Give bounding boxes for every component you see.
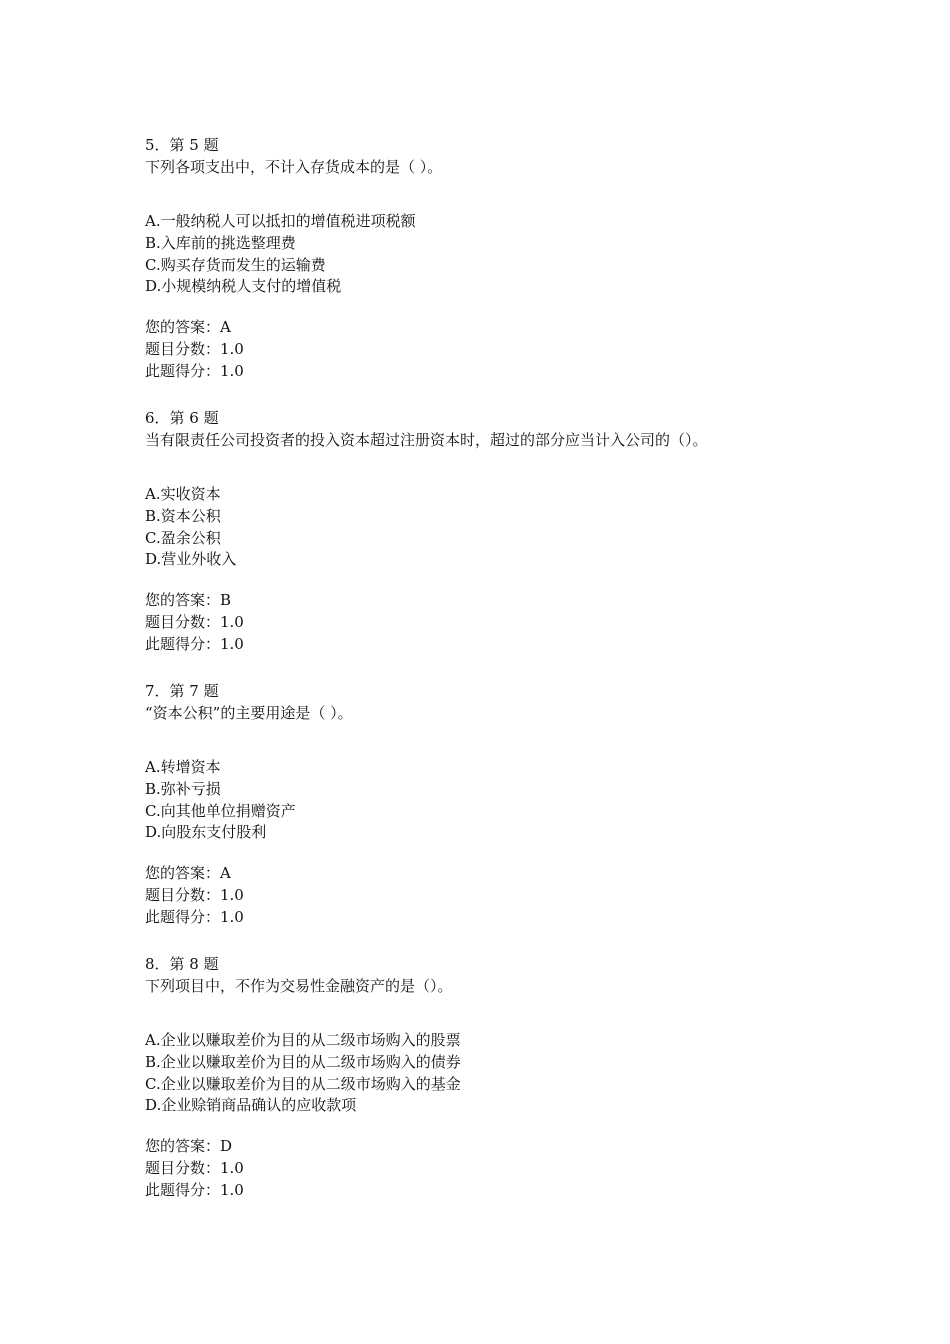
option-d: D.小规模纳税人支付的增值税 <box>145 277 342 296</box>
question-points: 题目分数：1.0 <box>145 1158 244 1177</box>
question-score: 此题得分：1.0 <box>145 907 244 926</box>
question-stem: “资本公积”的主要用途是（ ）。 <box>145 703 353 722</box>
question-heading: 6．第 6 题 <box>145 409 219 427</box>
question-points: 题目分数：1.0 <box>145 885 244 904</box>
question-stem: 下列项目中，不作为交易性金融资产的是（）。 <box>145 976 453 995</box>
question-stem: 当有限责任公司投资者的投入资本超过注册资本时，超过的部分应当计入公司的（）。 <box>145 430 708 449</box>
question-score: 此题得分：1.0 <box>145 361 244 380</box>
option-a: A.一般纳税人可以抵扣的增值税进项税额 <box>145 212 416 231</box>
question-stem: 下列各项支出中，不计入存货成本的是（ ）。 <box>145 157 443 176</box>
question-7 <box>145 681 905 928</box>
question-heading: 8．第 8 题 <box>145 955 219 973</box>
question-8 <box>145 954 905 1201</box>
option-a: A.企业以赚取差价为目的从二级市场购入的股票 <box>145 1031 461 1050</box>
your-answer: 您的答案：B <box>145 591 232 610</box>
question-points: 题目分数：1.0 <box>145 339 244 358</box>
option-d: D.向股东支付股利 <box>145 823 267 842</box>
your-answer: 您的答案：A <box>145 318 231 337</box>
option-a: A.实收资本 <box>145 485 221 504</box>
option-c: C.盈余公积 <box>145 528 221 547</box>
your-answer: 您的答案：A <box>145 864 231 883</box>
option-b: B.弥补亏损 <box>145 780 221 799</box>
option-c: C.企业以赚取差价为目的从二级市场购入的基金 <box>145 1074 461 1093</box>
question-points: 题目分数：1.0 <box>145 612 244 631</box>
option-b: B.资本公积 <box>145 507 221 526</box>
option-c: C.向其他单位捐赠资产 <box>145 801 296 820</box>
option-b: B.企业以赚取差价为目的从二级市场购入的债券 <box>145 1053 461 1072</box>
option-a: A.转增资本 <box>145 758 221 777</box>
option-d: D.营业外收入 <box>145 550 237 569</box>
question-score: 此题得分：1.0 <box>145 1180 244 1199</box>
your-answer: 您的答案：D <box>145 1137 233 1156</box>
option-c: C.购买存货而发生的运输费 <box>145 255 326 274</box>
question-score: 此题得分：1.0 <box>145 634 244 653</box>
question-6 <box>145 408 905 655</box>
question-heading: 5．第 5 题 <box>145 136 219 154</box>
option-b: B.入库前的挑选整理费 <box>145 234 296 253</box>
question-heading: 7．第 7 题 <box>145 682 219 700</box>
option-d: D.企业赊销商品确认的应收款项 <box>145 1096 357 1115</box>
question-5 <box>145 135 905 382</box>
